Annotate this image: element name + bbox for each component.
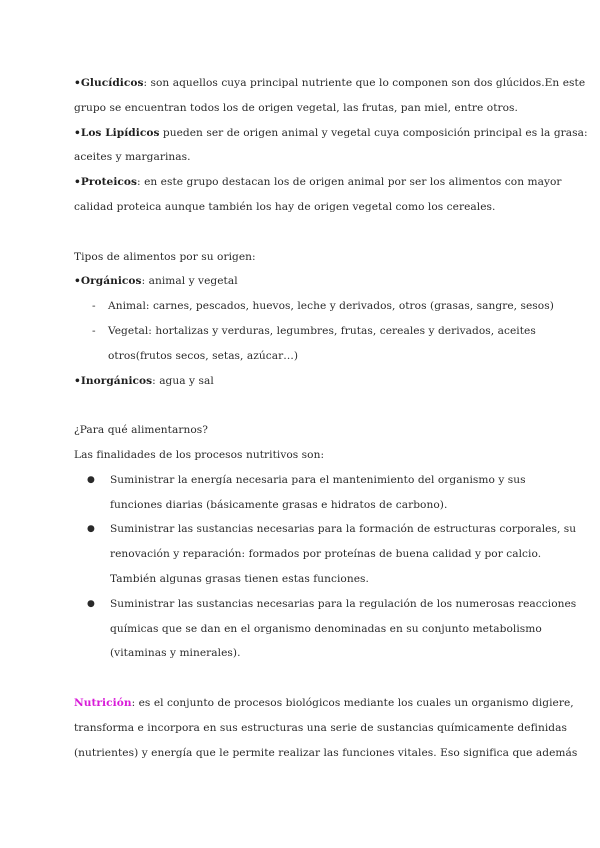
lipidicos-paragraph-line-1 — [74, 121, 588, 146]
item3-line3: (vitaminas y minerales). — [110, 647, 241, 660]
inorganicos-line — [74, 369, 534, 394]
vegetal-list-item — [74, 319, 534, 344]
document-page — [74, 71, 588, 765]
nutrition-line-2: transforma e incorpora en sus estructuras una serie de sustancias químicamente definidas — [74, 721, 567, 734]
proteicos-text-1: : en este grupo destacan los de origen animal por ser los alimentos con mayor — [137, 176, 562, 189]
glucidicos-paragraph-line-2: grupo se encuentran todos los de origen vegetal, las frutas, pan miel, entre otros. — [74, 101, 518, 114]
purpose-bullet-item-3 — [74, 592, 577, 617]
animal-list-item — [74, 294, 554, 319]
organicos-line — [74, 269, 534, 294]
proteicos-paragraph-line-1 — [74, 170, 562, 195]
nutrition-term: Nutrición — [74, 696, 132, 709]
dash-marker: - — [92, 300, 96, 313]
dash-marker: - — [92, 324, 96, 337]
spacer — [74, 393, 534, 418]
item1-line2: funciones diarias (básicamente grasas e hidratos de carbono). — [110, 498, 448, 511]
purpose-question: ¿Para qué alimentarnos? — [74, 424, 208, 437]
vegetal-text-2: otros(frutos secos, setas, azúcar…) — [108, 349, 299, 362]
spacer — [74, 220, 534, 245]
item2-line1: Suministrar las sustancias necesarias para la formación de estructuras corporales, su — [110, 523, 577, 536]
proteicos-paragraph-line-2: calidad proteica aunque también los hay de origen vegetal como los cereales. — [74, 200, 496, 213]
lipidicos-text-1: pueden ser de origen animal y vegetal cuya composición principal es la grasa: — [159, 126, 588, 139]
bullet-icon: ● — [87, 524, 95, 535]
lipidicos-term: •Los Lipídicos — [74, 126, 160, 139]
item3-line1: Suministrar las sustancias necesarias para la regulación de los numerosas reacciones — [110, 597, 577, 610]
organicos-text: : animal y vegetal — [141, 275, 238, 288]
organicos-term: •Orgánicos — [74, 275, 142, 288]
inorganicos-text: : agua y sal — [152, 374, 214, 387]
bullet-icon: ● — [87, 598, 95, 609]
glucidicos-term: •Glucídicos — [74, 77, 144, 89]
purpose-bullet-item-2 — [74, 517, 577, 542]
spacer — [74, 666, 534, 691]
vegetal-text-1: Vegetal: hortalizas y verduras, legumbres, frutas, cereales y derivados, aceites — [108, 324, 536, 337]
item1-line1: Suministrar la energía necesaria para el mantenimiento del organismo y sus — [110, 473, 526, 486]
inorganicos-term: •Inorgánicos — [74, 374, 153, 387]
purpose-bullet-item-1 — [74, 468, 534, 493]
nutrition-line-1 — [74, 691, 574, 716]
glucidicos-text-1: : son aquellos cuya principal nutriente que lo componen son dos glúcidos.En este — [143, 77, 586, 89]
origin-heading: Tipos de alimentos por su origen: — [74, 250, 256, 263]
nutrition-text-1: : es el conjunto de procesos biológicos mediante los cuales un organismo digiere, — [131, 696, 574, 709]
purpose-intro: Las finalidades de los procesos nutritivos son: — [74, 448, 325, 461]
lipidicos-paragraph-line-2: aceites y margarinas. — [74, 151, 191, 164]
bullet-icon: ● — [87, 474, 95, 485]
glucidicos-paragraph-line-1 — [74, 71, 586, 96]
item3-line2: químicas que se dan en el organismo denominadas en su conjunto metabolismo — [110, 622, 542, 635]
item2-line2: renovación y reparación: formados por proteínas de buena calidad y por calcio. — [110, 548, 542, 561]
item2-line3: También algunas grasas tienen estas funciones. — [110, 572, 369, 585]
proteicos-term: •Proteicos — [74, 176, 138, 189]
animal-text: Animal: carnes, pescados, huevos, leche y derivados, otros (grasas, sangre, sesos) — [108, 300, 554, 313]
nutrition-line-3: (nutrientes) y energía que le permite realizar las funciones vitales. Eso significa que además — [74, 746, 578, 759]
